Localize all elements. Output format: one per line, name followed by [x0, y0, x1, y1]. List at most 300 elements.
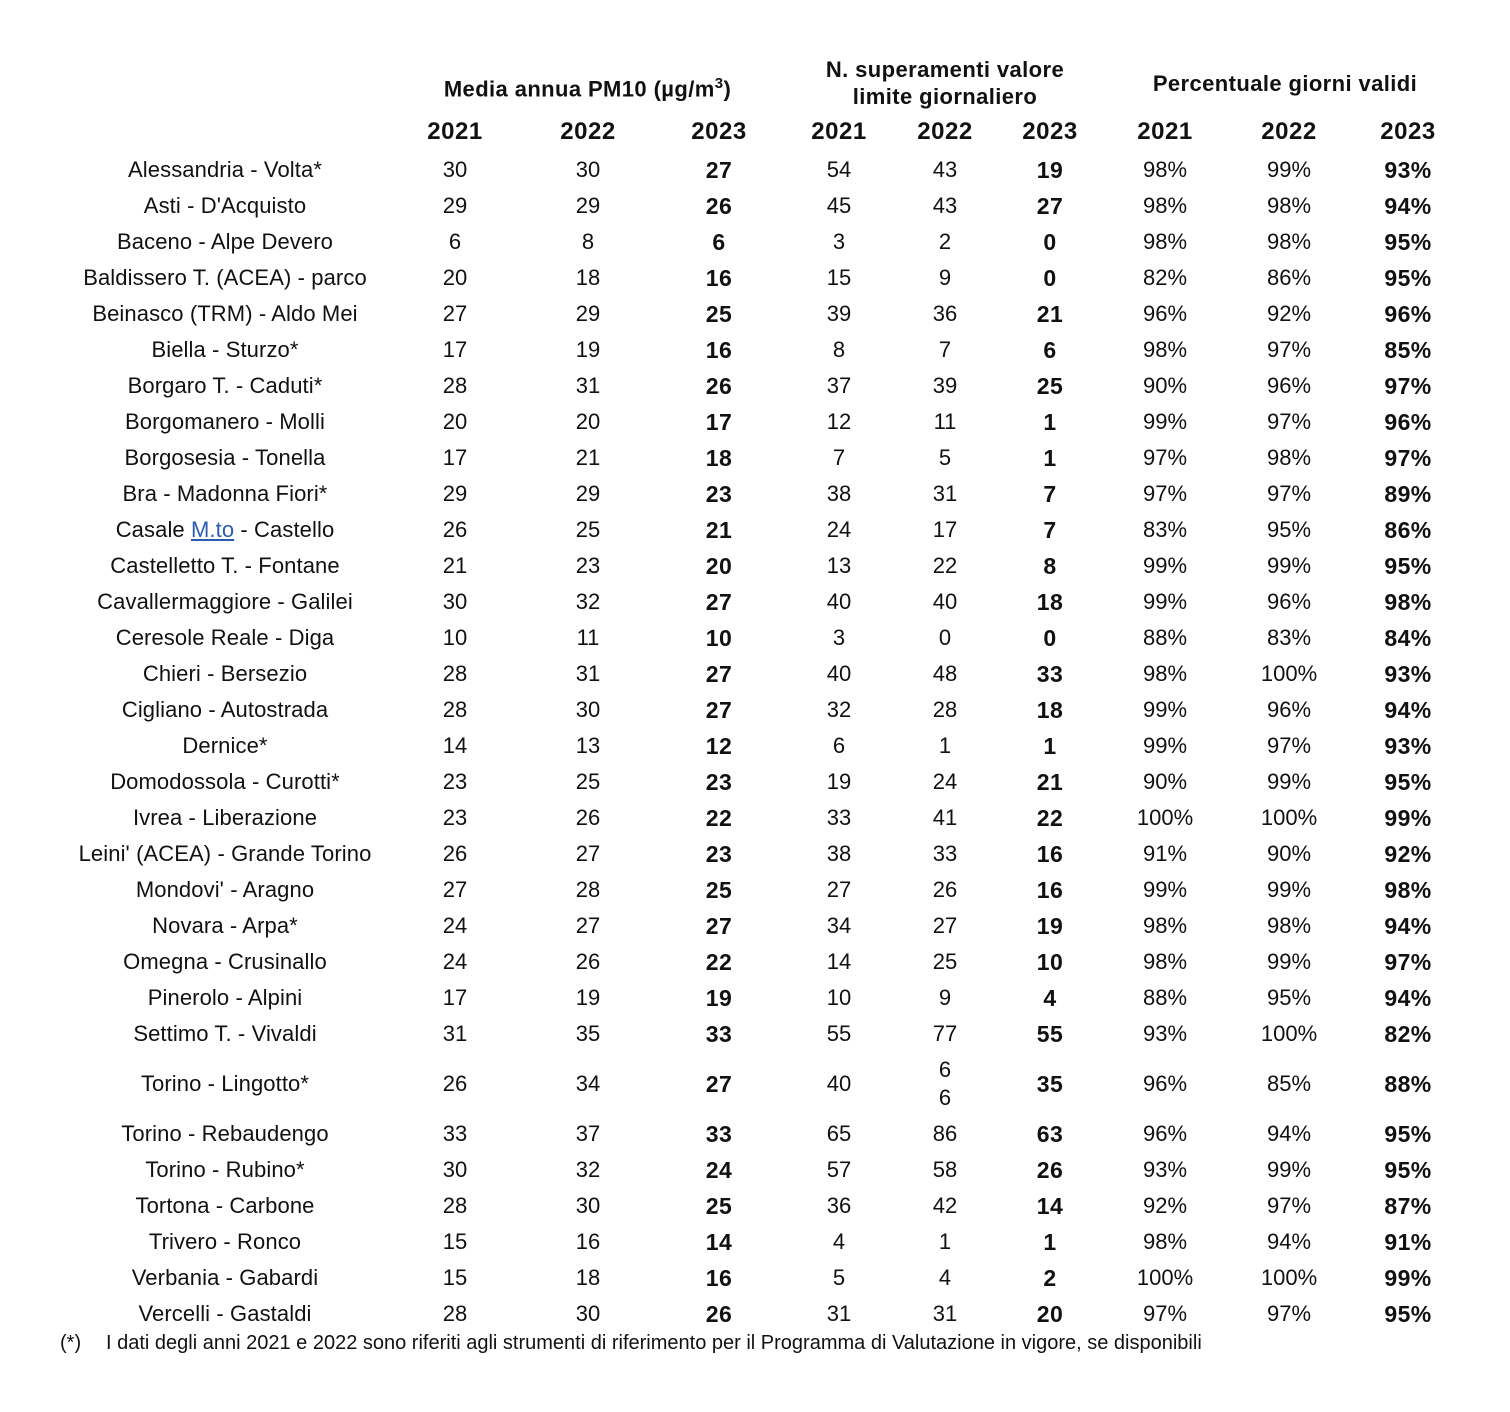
value-cell: 23	[705, 768, 733, 795]
value-cell: 37	[575, 1121, 601, 1146]
value-cell: 40	[826, 661, 852, 686]
value-cell: 26	[575, 805, 601, 830]
value-cell: 99%	[1142, 553, 1188, 578]
value-cell: 93%	[1142, 1021, 1188, 1046]
value-cell: 29	[575, 301, 601, 326]
value-cell: 100%	[1260, 1265, 1318, 1290]
value-cell: 27	[705, 588, 733, 615]
value-cell: 85%	[1266, 1071, 1312, 1096]
value-cell: 33	[705, 1120, 733, 1147]
value-cell: 97%	[1266, 1301, 1312, 1326]
value-cell: 99%	[1384, 804, 1432, 831]
value-cell: 26	[932, 877, 958, 902]
value-cell: 42	[932, 1193, 958, 1218]
value-cell: 11	[933, 409, 957, 434]
value-cell: 19	[826, 769, 852, 794]
station-name-suffix: - Castello	[234, 517, 335, 542]
value-cell: 2	[1043, 1264, 1057, 1291]
value-cell: 30	[442, 589, 468, 614]
value-cell: 96%	[1266, 589, 1312, 614]
value-cell: 7	[1043, 516, 1057, 543]
value-cell: 19	[575, 337, 601, 362]
value-cell: 27	[575, 913, 601, 938]
value-cell: 24	[705, 1156, 733, 1183]
year-header-percentuale-2021: 2021	[1137, 118, 1193, 145]
value-cell: 98%	[1266, 913, 1312, 938]
value-cell: 98%	[1266, 445, 1312, 470]
value-cell: 95%	[1384, 768, 1432, 795]
value-cell: 1	[938, 1229, 952, 1254]
table-row	[0, 260, 1510, 296]
station-name: Omegna - Crusinallo	[123, 949, 327, 974]
value-cell: 38	[826, 481, 852, 506]
value-cell: 27	[705, 156, 733, 183]
value-cell: 21	[442, 553, 468, 578]
value-cell: 96%	[1142, 1121, 1188, 1146]
value-cell: 55	[1036, 1020, 1064, 1047]
value-cell: 1	[1043, 1228, 1057, 1255]
value-cell: 55	[826, 1021, 852, 1046]
table-row	[0, 548, 1510, 584]
value-cell: 65	[826, 1121, 852, 1146]
station-name: Ivrea - Liberazione	[132, 805, 318, 830]
value-cell: 28	[442, 373, 468, 398]
value-cell: 1	[1043, 732, 1057, 759]
header-superamenti-line1: N. superamenti valore	[825, 57, 1065, 82]
value-cell: 98%	[1266, 229, 1312, 254]
value-cell: 18	[575, 1265, 601, 1290]
value-cell: 0	[1043, 264, 1057, 291]
table-row	[0, 1052, 1510, 1116]
table-row	[0, 1188, 1510, 1224]
header-percentuale	[1120, 70, 1450, 97]
value-cell: 17	[442, 337, 468, 362]
value-cell: 85%	[1384, 336, 1432, 363]
value-cell: 28	[932, 697, 958, 722]
value-cell: 97%	[1266, 1193, 1312, 1218]
header-media-annua-end: )	[723, 76, 732, 102]
value-cell: 97%	[1266, 409, 1312, 434]
table-row	[0, 872, 1510, 908]
station-name: Baceno - Alpe Devero	[116, 229, 334, 254]
station-name: Castelletto T. - Fontane	[110, 553, 340, 578]
value-cell: 33	[1036, 660, 1064, 687]
value-cell: 15	[442, 1229, 468, 1254]
value-cell: 24	[826, 517, 852, 542]
value-cell: 8	[1043, 552, 1057, 579]
value-cell: 95%	[1266, 985, 1312, 1010]
value-cell: 10	[826, 985, 852, 1010]
value-cell: 34	[826, 913, 852, 938]
header-superamenti-line2: limite giornaliero	[852, 84, 1038, 109]
table-row	[0, 368, 1510, 404]
station-name: Novara - Arpa*	[152, 913, 298, 938]
value-cell: 4	[832, 1229, 846, 1254]
table-row	[0, 152, 1510, 188]
value-cell: 35	[575, 1021, 601, 1046]
value-cell: 40	[826, 589, 852, 614]
footnote-text: I dati degli anni 2021 e 2022 sono riferiti agli strumenti di riferimento per il Programma di Valutazione in vigore, se disponibili	[106, 1332, 1202, 1354]
value-cell: 10	[442, 625, 468, 650]
value-cell: 14	[1036, 1192, 1064, 1219]
station-name: Borgomanero - Molli	[125, 409, 325, 434]
value-cell: 34	[575, 1071, 601, 1096]
value-cell: 98%	[1142, 193, 1188, 218]
value-cell: 92%	[1384, 840, 1432, 867]
value-cell: 19	[1036, 912, 1064, 939]
value-cell: 31	[442, 1021, 468, 1046]
value-cell: 23	[442, 805, 468, 830]
value-cell: 86%	[1266, 265, 1312, 290]
value-cell: 30	[442, 157, 468, 182]
value-cell: 16	[705, 336, 733, 363]
station-name: Pinerolo - Alpini	[147, 985, 303, 1010]
value-cell: 88%	[1384, 1070, 1432, 1097]
value-cell: 95%	[1384, 264, 1432, 291]
value-cell: 8	[581, 229, 595, 254]
value-cell: 28	[575, 877, 601, 902]
value-cell: 30	[575, 157, 601, 182]
table-row	[0, 1152, 1510, 1188]
table-row	[0, 1016, 1510, 1052]
year-header-superamenti-2023: 2023	[1022, 118, 1078, 145]
value-cell: 96%	[1142, 1071, 1188, 1096]
year-header-superamenti-2022: 2022	[917, 118, 973, 145]
value-cell: 30	[442, 1157, 468, 1182]
value-cell: 33	[705, 1020, 733, 1047]
value-cell: 94%	[1384, 696, 1432, 723]
station-name: Leini' (ACEA) - Grande Torino	[78, 841, 372, 866]
value-cell: 6	[448, 229, 462, 254]
value-cell: 96%	[1384, 300, 1432, 327]
table-row	[0, 476, 1510, 512]
value-cell: 27	[575, 841, 601, 866]
value-cell: 27	[705, 912, 733, 939]
value-cell: 29	[575, 193, 601, 218]
value-cell: 7	[1043, 480, 1057, 507]
value-cell: 25	[575, 769, 601, 794]
value-cell: 99%	[1142, 589, 1188, 614]
value-cell: 14	[826, 949, 852, 974]
value-cell: 97%	[1384, 444, 1432, 471]
value-cell: 13	[826, 553, 852, 578]
value-cell: 98%	[1266, 193, 1312, 218]
value-cell: 58	[932, 1157, 958, 1182]
table-row	[0, 800, 1510, 836]
value-cell: 23	[442, 769, 468, 794]
station-name-prefix: Casale	[115, 517, 191, 542]
table-row	[0, 1296, 1510, 1332]
table-row	[0, 1116, 1510, 1152]
value-cell: 99%	[1142, 733, 1188, 758]
value-cell: 27	[1036, 192, 1064, 219]
value-cell: 93%	[1384, 156, 1432, 183]
table-row	[0, 908, 1510, 944]
value-cell: 12	[705, 732, 733, 759]
footnote	[60, 1332, 1202, 1355]
value-cell: 94%	[1384, 192, 1432, 219]
table-row	[0, 332, 1510, 368]
value-cell: 99%	[1142, 877, 1188, 902]
station-name: Torino - Lingotto*	[140, 1071, 310, 1096]
value-cell: 95%	[1384, 1156, 1432, 1183]
value-cell: 27	[705, 1070, 733, 1097]
station-name: Cigliano - Autostrada	[121, 697, 329, 722]
value-cell: 26	[442, 517, 468, 542]
value-cell-part: 6	[938, 1057, 952, 1082]
value-cell: 32	[826, 697, 852, 722]
value-cell: 7	[938, 337, 952, 362]
value-cell: 17	[932, 517, 958, 542]
value-cell: 20	[1036, 1300, 1064, 1327]
year-header-percentuale-2023: 2023	[1380, 118, 1436, 145]
station-name: Verbania - Gabardi	[131, 1265, 319, 1290]
value-cell: 99%	[1266, 157, 1312, 182]
station-link[interactable]: M.to	[190, 517, 235, 542]
value-cell: 16	[705, 1264, 733, 1291]
table-row	[0, 404, 1510, 440]
header-percentuale-label: Percentuale giorni validi	[1152, 71, 1418, 96]
value-cell: 0	[1043, 624, 1057, 651]
value-cell: 93%	[1142, 1157, 1188, 1182]
value-cell: 88%	[1142, 985, 1188, 1010]
station-name: Vercelli - Gastaldi	[138, 1301, 312, 1326]
value-cell: 98%	[1142, 229, 1188, 254]
value-cell: 26	[705, 372, 733, 399]
value-cell: 27	[932, 913, 958, 938]
value-cell: 97%	[1266, 733, 1312, 758]
value-cell: 16	[1036, 876, 1064, 903]
value-cell: 26	[575, 949, 601, 974]
station-name: Baldissero T. (ACEA) - parco	[83, 265, 367, 290]
value-cell: 17	[442, 985, 468, 1010]
value-cell: 37	[826, 373, 852, 398]
value-cell: 40	[932, 589, 958, 614]
value-cell: 31	[932, 481, 958, 506]
table-row	[0, 692, 1510, 728]
value-cell: 35	[1036, 1070, 1064, 1097]
value-cell: 24	[442, 949, 468, 974]
year-header-media-2021: 2021	[427, 118, 483, 145]
value-cell: 27	[442, 877, 468, 902]
value-cell: 28	[442, 1301, 468, 1326]
year-header-superamenti-2021: 2021	[811, 118, 867, 145]
value-cell: 38	[826, 841, 852, 866]
table-row	[0, 440, 1510, 476]
value-cell: 39	[826, 301, 852, 326]
value-cell: 97%	[1142, 445, 1188, 470]
value-cell: 27	[826, 877, 852, 902]
value-cell: 84%	[1384, 624, 1432, 651]
value-cell: 82%	[1142, 265, 1188, 290]
value-cell: 9	[938, 265, 952, 290]
value-cell: 6	[832, 733, 846, 758]
table-row	[0, 944, 1510, 980]
header-media-annua-label: Media annua PM10 (µg/m	[443, 76, 715, 102]
table-row	[0, 296, 1510, 332]
station-name: Beinasco (TRM) - Aldo Mei	[92, 301, 358, 326]
value-cell: 36	[932, 301, 958, 326]
value-cell: 19	[705, 984, 733, 1011]
value-cell: 17	[442, 445, 468, 470]
value-cell: 90%	[1142, 373, 1188, 398]
value-cell: 99%	[1266, 769, 1312, 794]
value-cell: 27	[442, 301, 468, 326]
value-cell: 82%	[1384, 1020, 1432, 1047]
value-cell: 86	[932, 1121, 958, 1146]
value-cell: 25	[705, 876, 733, 903]
value-cell: 18	[705, 444, 733, 471]
value-cell: 10	[705, 624, 733, 651]
value-cell: 23	[705, 480, 733, 507]
value-cell: 98%	[1142, 157, 1188, 182]
value-cell: 91%	[1384, 1228, 1432, 1255]
value-cell: 17	[705, 408, 733, 435]
value-cell: 5	[832, 1265, 846, 1290]
value-cell: 25	[932, 949, 958, 974]
value-cell-part: 6	[938, 1085, 952, 1110]
value-cell: 31	[932, 1301, 958, 1326]
value-cell: 7	[832, 445, 846, 470]
station-name: Domodossola - Curotti*	[110, 769, 340, 794]
value-cell: 98%	[1384, 588, 1432, 615]
value-cell: 9	[938, 985, 952, 1010]
table-row	[0, 1224, 1510, 1260]
table-row	[0, 980, 1510, 1016]
value-cell: 19	[575, 985, 601, 1010]
value-cell: 93%	[1384, 732, 1432, 759]
value-cell: 13	[575, 733, 601, 758]
table-row	[0, 224, 1510, 260]
value-cell: 25	[1036, 372, 1064, 399]
value-cell: 18	[1036, 696, 1064, 723]
value-cell: 33	[442, 1121, 468, 1146]
value-cell: 23	[705, 840, 733, 867]
value-cell: 26	[442, 841, 468, 866]
value-cell	[890, 1052, 1000, 1116]
header-media-annua	[405, 70, 770, 102]
value-cell: 99%	[1142, 697, 1188, 722]
station-name: Biella - Sturzo*	[151, 337, 299, 362]
station-name: Mondovi' - Aragno	[135, 877, 315, 902]
value-cell: 3	[832, 625, 846, 650]
value-cell: 26	[1036, 1156, 1064, 1183]
value-cell: 20	[705, 552, 733, 579]
value-cell: 24	[442, 913, 468, 938]
value-cell: 16	[1036, 840, 1064, 867]
value-cell: 0	[938, 625, 952, 650]
value-cell: 28	[442, 661, 468, 686]
value-cell: 22	[705, 948, 733, 975]
value-cell: 48	[932, 661, 958, 686]
value-cell: 99%	[1266, 553, 1312, 578]
year-header-media-2023: 2023	[691, 118, 747, 145]
value-cell: 40	[826, 1071, 852, 1096]
station-name: Torino - Rebaudengo	[121, 1121, 329, 1146]
value-cell: 14	[705, 1228, 733, 1255]
value-cell: 100%	[1260, 1021, 1318, 1046]
station-name: Cavallermaggiore - Galilei	[97, 589, 353, 614]
value-cell: 95%	[1384, 1300, 1432, 1327]
station-name: Bra - Madonna Fiori*	[122, 481, 328, 506]
value-cell: 8	[832, 337, 846, 362]
value-cell: 99%	[1266, 949, 1312, 974]
value-cell: 99%	[1266, 877, 1312, 902]
station-name: Trivero - Ronco	[148, 1229, 302, 1254]
value-cell: 86%	[1384, 516, 1432, 543]
value-cell: 92%	[1142, 1193, 1188, 1218]
station-name: Ceresole Reale - Diga	[115, 625, 335, 650]
value-cell: 98%	[1142, 913, 1188, 938]
header-superamenti	[780, 56, 1110, 110]
station-name: Torino - Rubino*	[145, 1157, 305, 1182]
value-cell: 15	[826, 265, 852, 290]
value-cell: 19	[1036, 156, 1064, 183]
value-cell: 16	[705, 264, 733, 291]
value-cell: 96%	[1384, 408, 1432, 435]
value-cell: 92%	[1266, 301, 1312, 326]
value-cell: 87%	[1384, 1192, 1432, 1219]
value-cell: 89%	[1384, 480, 1432, 507]
value-cell: 33	[932, 841, 958, 866]
value-cell: 10	[1036, 948, 1064, 975]
value-cell: 32	[575, 1157, 601, 1182]
value-cell: 22	[705, 804, 733, 831]
value-cell: 96%	[1266, 373, 1312, 398]
value-cell: 29	[442, 481, 468, 506]
table-row	[0, 512, 1510, 548]
value-cell: 97%	[1142, 1301, 1188, 1326]
value-cell: 25	[705, 300, 733, 327]
value-cell: 94%	[1266, 1121, 1312, 1146]
value-cell: 97%	[1142, 481, 1188, 506]
value-cell: 98%	[1142, 337, 1188, 362]
station-name: Tortona - Carbone	[135, 1193, 315, 1218]
value-cell: 18	[1036, 588, 1064, 615]
value-cell: 98%	[1384, 876, 1432, 903]
value-cell: 90%	[1142, 769, 1188, 794]
value-cell: 5	[938, 445, 952, 470]
value-cell: 90%	[1266, 841, 1312, 866]
value-cell: 83%	[1142, 517, 1188, 542]
station-name: Borgaro T. - Caduti*	[127, 373, 323, 398]
value-cell: 28	[442, 697, 468, 722]
value-cell: 43	[932, 157, 958, 182]
table-row	[0, 836, 1510, 872]
value-cell: 98%	[1142, 949, 1188, 974]
value-cell: 88%	[1142, 625, 1188, 650]
value-cell: 25	[705, 1192, 733, 1219]
value-cell: 94%	[1384, 984, 1432, 1011]
value-cell: 27	[705, 696, 733, 723]
value-cell: 27	[705, 660, 733, 687]
value-cell: 33	[826, 805, 852, 830]
value-cell: 1	[1043, 444, 1057, 471]
value-cell: 95%	[1384, 1120, 1432, 1147]
value-cell: 26	[705, 192, 733, 219]
value-cell: 16	[575, 1229, 601, 1254]
value-cell: 30	[575, 1193, 601, 1218]
value-cell: 36	[826, 1193, 852, 1218]
value-cell: 20	[442, 409, 468, 434]
value-cell: 21	[1036, 300, 1064, 327]
value-cell: 4	[1043, 984, 1057, 1011]
value-cell: 77	[932, 1021, 958, 1046]
value-cell: 83%	[1266, 625, 1312, 650]
value-cell: 94%	[1384, 912, 1432, 939]
value-cell: 43	[932, 193, 958, 218]
value-cell: 98%	[1142, 1229, 1188, 1254]
